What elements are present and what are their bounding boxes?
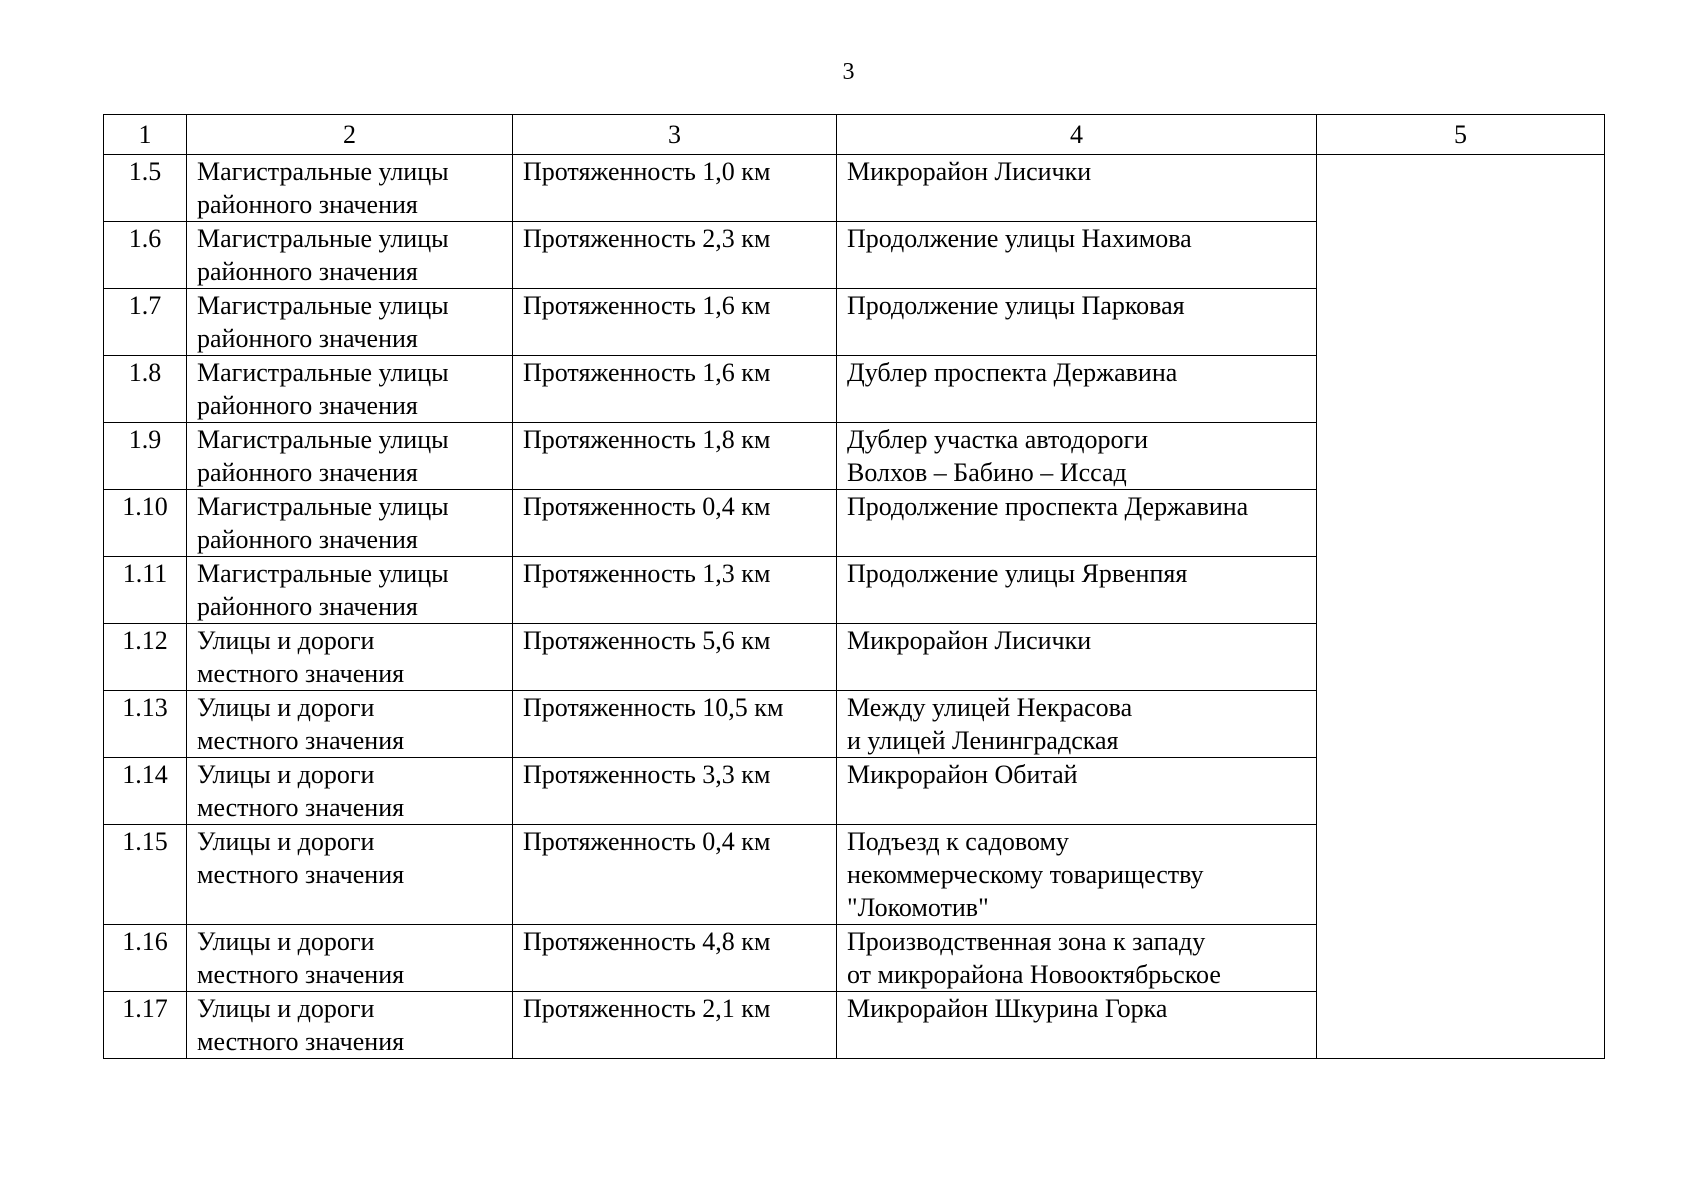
row-number: 1.9 <box>104 423 187 490</box>
road-location: Микрорайон Обитай <box>837 758 1317 825</box>
row-number: 1.8 <box>104 356 187 423</box>
table-header-row <box>104 115 1605 155</box>
road-length: Протяженность 0,4 км <box>513 490 837 557</box>
column-header-2: 2 <box>187 115 513 155</box>
road-location: Между улицей Некрасова и улицей Ленинградская <box>837 691 1317 758</box>
row-number: 1.11 <box>104 557 187 624</box>
row-number: 1.17 <box>104 992 187 1059</box>
row-number: 1.6 <box>104 222 187 289</box>
road-type: Улицы и дороги местного значения <box>187 992 513 1059</box>
road-length: Протяженность 1,6 км <box>513 289 837 356</box>
road-location: Продолжение улицы Парковая <box>837 289 1317 356</box>
road-location: Продолжение улицы Нахимова <box>837 222 1317 289</box>
road-type: Улицы и дороги местного значения <box>187 758 513 825</box>
road-type: Магистральные улицы районного значения <box>187 289 513 356</box>
road-type: Магистральные улицы районного значения <box>187 490 513 557</box>
road-type: Улицы и дороги местного значения <box>187 825 513 925</box>
road-location: Продолжение проспекта Державина <box>837 490 1317 557</box>
document-table <box>103 114 1605 1059</box>
row-number: 1.14 <box>104 758 187 825</box>
column-5-merged-cell <box>1317 155 1605 1059</box>
road-location: Микрорайон Лисички <box>837 624 1317 691</box>
road-length: Протяженность 2,3 км <box>513 222 837 289</box>
road-length: Протяженность 3,3 км <box>513 758 837 825</box>
road-length: Протяженность 10,5 км <box>513 691 837 758</box>
road-location: Дублер участка автодороги Волхов – Бабино – Иссад <box>837 423 1317 490</box>
table-row <box>104 155 1605 222</box>
road-location: Производственная зона к западу от микрорайона Новооктябрьское <box>837 925 1317 992</box>
row-number: 1.5 <box>104 155 187 222</box>
road-length: Протяженность 5,6 км <box>513 624 837 691</box>
road-type: Магистральные улицы районного значения <box>187 222 513 289</box>
row-number: 1.16 <box>104 925 187 992</box>
road-length: Протяженность 1,6 км <box>513 356 837 423</box>
road-type: Улицы и дороги местного значения <box>187 624 513 691</box>
road-type: Улицы и дороги местного значения <box>187 925 513 992</box>
column-header-5: 5 <box>1317 115 1605 155</box>
column-header-3: 3 <box>513 115 837 155</box>
road-type: Магистральные улицы районного значения <box>187 557 513 624</box>
road-type: Магистральные улицы районного значения <box>187 423 513 490</box>
road-length: Протяженность 2,1 км <box>513 992 837 1059</box>
road-length: Протяженность 0,4 км <box>513 825 837 925</box>
road-location: Продолжение улицы Ярвенпяя <box>837 557 1317 624</box>
road-length: Протяженность 1,0 км <box>513 155 837 222</box>
road-location: Дублер проспекта Державина <box>837 356 1317 423</box>
column-header-1: 1 <box>104 115 187 155</box>
row-number: 1.12 <box>104 624 187 691</box>
road-length: Протяженность 1,8 км <box>513 423 837 490</box>
row-number: 1.13 <box>104 691 187 758</box>
road-length: Протяженность 1,3 км <box>513 557 837 624</box>
road-type: Магистральные улицы районного значения <box>187 155 513 222</box>
column-header-4: 4 <box>837 115 1317 155</box>
road-location: Подъезд к садовому некоммерческому товариществу "Локомотив" <box>837 825 1317 925</box>
row-number: 1.15 <box>104 825 187 925</box>
row-number: 1.7 <box>104 289 187 356</box>
road-location: Микрорайон Шкурина Горка <box>837 992 1317 1059</box>
page-number: 3 <box>842 59 855 85</box>
road-type: Магистральные улицы районного значения <box>187 356 513 423</box>
road-location: Микрорайон Лисички <box>837 155 1317 222</box>
road-type: Улицы и дороги местного значения <box>187 691 513 758</box>
road-length: Протяженность 4,8 км <box>513 925 837 992</box>
row-number: 1.10 <box>104 490 187 557</box>
